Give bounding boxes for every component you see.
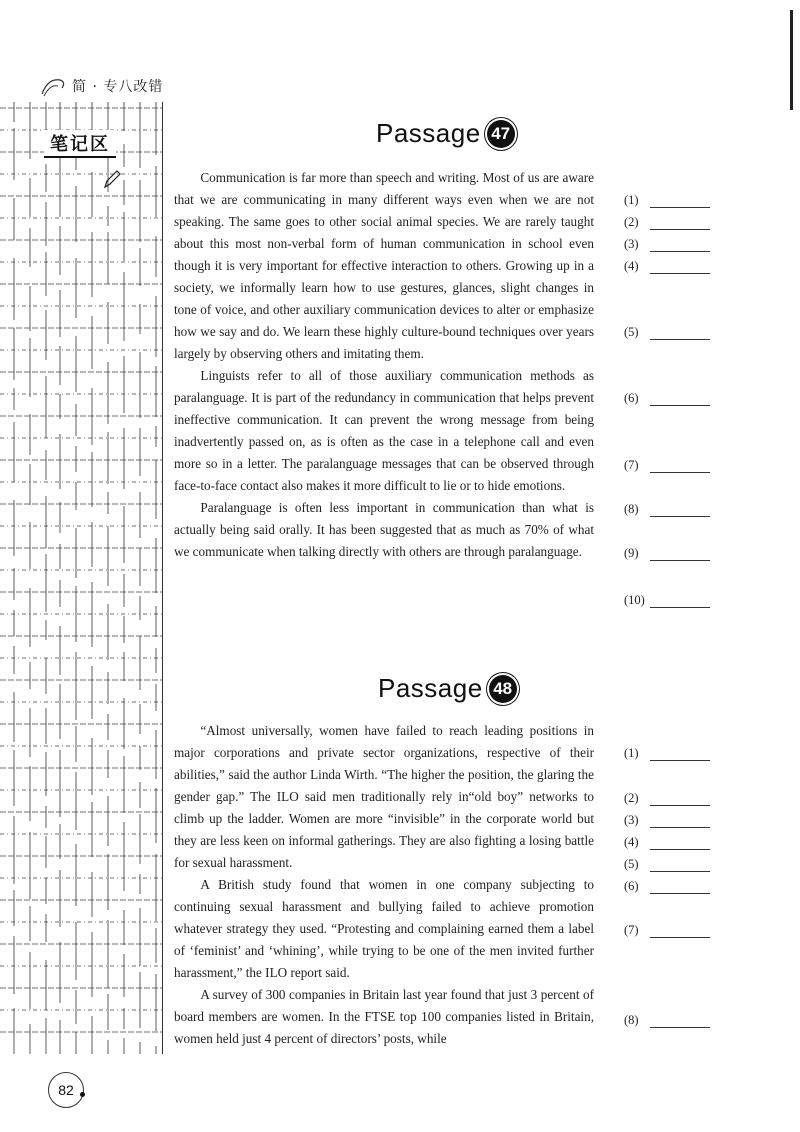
paragraph: A British study found that women in one company subjecting to continuing sexual harassment and bullying failed to achieve promotion whatever strategy they used. “Protesting and complaining earned them a label of ‘feminist’ and ‘whining’, while trying to be one of the men invited further harassment,” the ILO report said.	[174, 877, 594, 980]
answer-blank[interactable]: (4)	[624, 258, 710, 274]
answer-blank[interactable]: (7)	[624, 922, 710, 938]
paragraph: Communication is far more than speech and writing. Most of us are aware that we are communicating in many different ways even when we are not speaking. The same goes to other social animal species. We are rarely taught about this most non-verbal form of human communication in school even though it is very important for effective interaction to others. Growing up in a society, we informally learn how to use gestures, glances, slight changes in tone of voice, and other auxiliary communication devices to alter or emphasize how we say and do. We learn these highly culture-bound techniques over years largely by observing others and imitating them.	[174, 170, 594, 361]
edge-bar	[790, 10, 793, 110]
passage-number-badge: 48	[489, 675, 517, 703]
answer-blank[interactable]: (1)	[624, 745, 710, 761]
book-title: 简 · 专八改错	[72, 79, 164, 95]
answer-blank[interactable]: (10)	[624, 592, 710, 608]
passage-word: Passage	[376, 118, 481, 148]
paragraph: A survey of 300 companies in Britain last year found that just 3 percent of board members are women. In the FTSE top 100 companies listed in Britain, women held just 4 percent of directors’ posts, while	[174, 987, 594, 1046]
answer-blank[interactable]: (6)	[624, 390, 710, 406]
passage-47-title	[376, 118, 515, 149]
passage-47-text	[174, 167, 594, 563]
passage-number-badge: 47	[487, 120, 515, 148]
book-header	[40, 74, 163, 98]
answer-blank[interactable]: (2)	[624, 790, 710, 806]
paragraph: Linguists refer to all of those auxiliary communication methods as paralanguage. It is part of the redundancy in communication that helps prevent ineffective communication. It can prevent the wrong message from being inadvertently passed on, as is often as the case in a telephone call and even more so in a letter. The paralanguage messages that can be observed through face-to-face contact also makes it more difficult to lie or to hide emotions.	[174, 368, 594, 493]
swirl-icon	[40, 74, 68, 98]
passage-48-text	[174, 720, 594, 1050]
answer-blank[interactable]: (5)	[624, 856, 710, 872]
paragraph: “Almost universally, women have failed to reach leading positions in major corporations and private sector organizations, respective of their abilities,” said the author Linda Wirth. “The higher the position, the glaring the gender gap.” The ILO said men traditionally rely in“old boy” networks to climb up the ladder. Women are more “invisible” in the corporate world but they are less keen on informal gatherings. They are also fighting a losing battle for sexual harassment.	[174, 723, 594, 870]
answer-blank[interactable]: (1)	[624, 192, 710, 208]
answer-blank[interactable]: (6)	[624, 878, 710, 894]
answer-blank[interactable]: (7)	[624, 457, 710, 473]
answer-blank[interactable]: (9)	[624, 545, 710, 561]
page-dot	[80, 1092, 85, 1097]
grid-lines	[0, 102, 162, 1054]
answer-blank[interactable]: (8)	[624, 1012, 710, 1028]
pencil-icon	[102, 168, 122, 190]
page-number: 82	[48, 1072, 84, 1108]
answer-blank[interactable]: (2)	[624, 214, 710, 230]
answer-blank[interactable]: (3)	[624, 812, 710, 828]
answer-blank[interactable]: (3)	[624, 236, 710, 252]
notes-label: 笔记区	[44, 130, 116, 158]
passage-word: Passage	[378, 673, 483, 703]
answer-blank[interactable]: (8)	[624, 501, 710, 517]
notes-grid	[0, 102, 163, 1054]
passage-48-title	[378, 673, 517, 704]
paragraph: Paralanguage is often less important in communication than what is actually being said orally. It has been suggested that as much as 70% of what we communicate when talking directly with others are through paralanguage.	[174, 500, 594, 559]
answer-blank[interactable]: (5)	[624, 324, 710, 340]
answer-blank[interactable]: (4)	[624, 834, 710, 850]
